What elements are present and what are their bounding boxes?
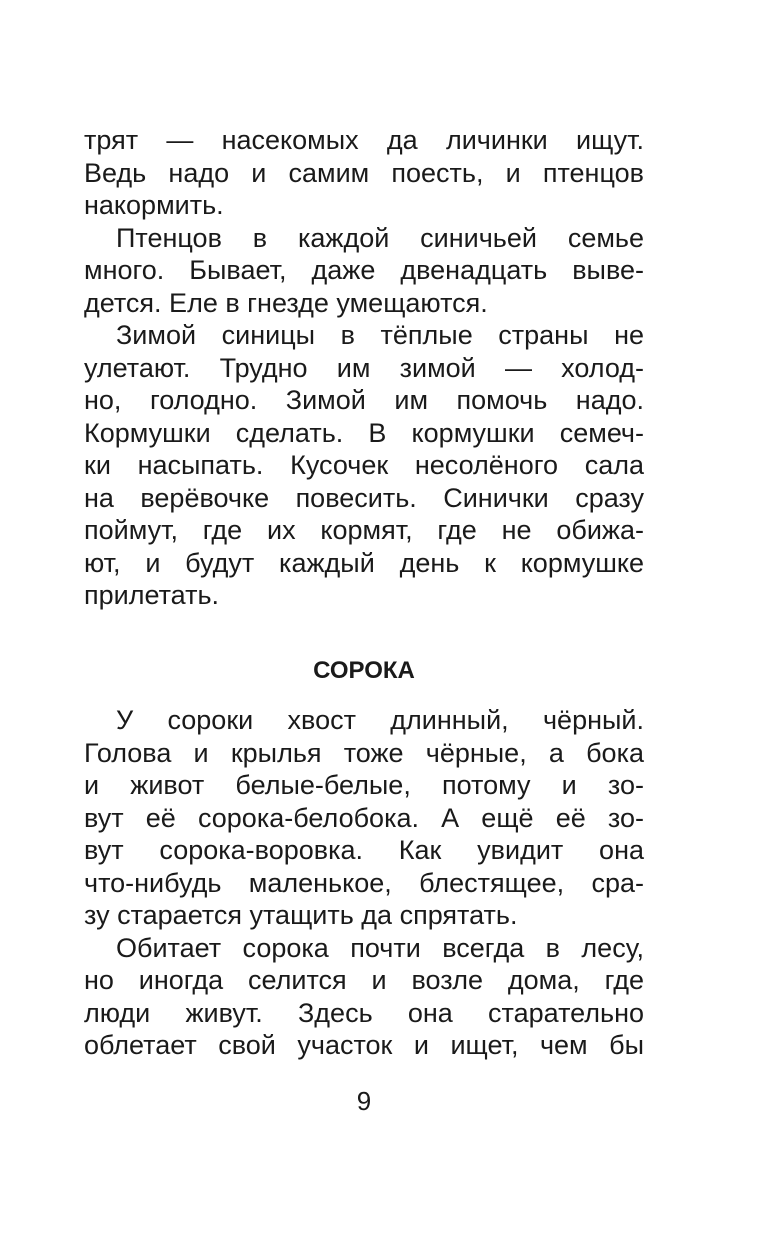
text-line: ки насыпать. Кусочек несолёного сала [84,450,644,480]
text-line: Птенцов в каждой синичьей семье [116,222,644,253]
continuation-text [84,124,644,612]
section-text [84,704,644,1062]
paragraph [84,704,644,932]
text-line: улетают. Трудно им зимой — холод- [84,352,644,383]
text-line: но, голодно. Зимой им помочь надо. [84,385,644,415]
text-line: люди живут. Здесь она старательно [84,997,644,1028]
page-number: 9 [356,1086,372,1116]
text-line: Зимой синицы в тёплые страны не [116,320,644,350]
text-line: но иногда селится и возле дома, где [84,965,644,995]
text-line: на верёвочке повесить. Синички сразу [84,482,644,513]
text-line: облетает свой участок и ищет, чем бы [84,1030,644,1060]
text-line: что-нибудь маленькое, блестящее, сра- [84,867,644,898]
text-line: дется. Еле в гнезде умещаются. [84,287,488,318]
text-line: У сороки хвост длинный, чёрный. [116,705,644,735]
text-line: накормить. [84,190,224,220]
text-line: Обитает сорока почти всегда в лесу, [116,932,644,963]
text-line: вут её сорока-белобока. А ещё её зо- [84,802,644,833]
paragraph [84,319,644,612]
text-line: Кормушки сделать. В кормушки семеч- [84,417,644,448]
paragraph [84,124,644,222]
text-line: Ведь надо и самим поесть, и птенцов [84,157,644,188]
text-line: и живот белые-белые, потому и зо- [84,770,644,800]
text-line: зу старается утащить да спрятать. [84,900,518,930]
text-line: вут сорока-воровка. Как увидит она [84,835,644,865]
text-line: Голова и крылья тоже чёрные, а бока [84,737,644,768]
paragraph [84,222,644,320]
text-line: трят — насекомых да личинки ищут. [84,125,644,155]
text-line: поймут, где их кормят, где не обижа- [84,515,644,545]
text-line: много. Бывает, даже двенадцать выве- [84,255,644,285]
section-heading: СОРОКА [313,657,415,684]
text-line: прилетать. [84,580,220,610]
paragraph [84,932,644,1062]
text-line: ют, и будут каждый день к кормушке [84,547,644,578]
